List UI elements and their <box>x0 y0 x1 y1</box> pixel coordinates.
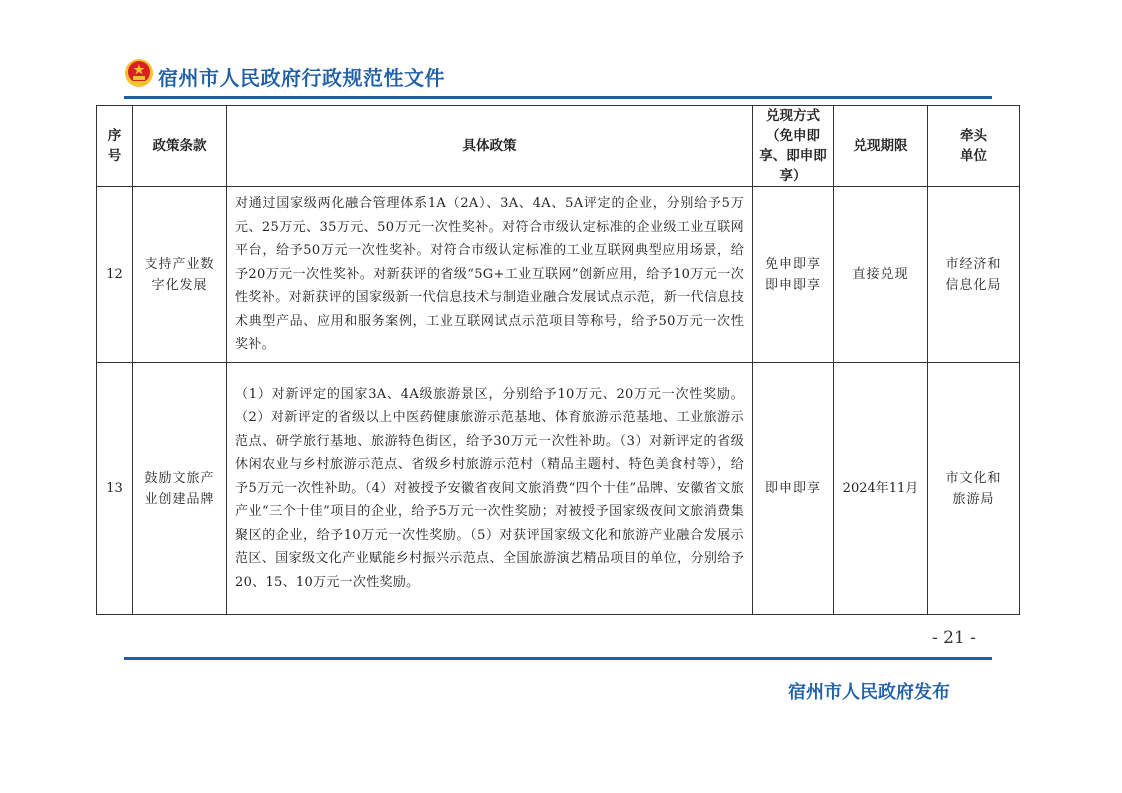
policy-table <box>96 105 1020 615</box>
header-divider <box>124 96 992 99</box>
document-header <box>124 58 992 98</box>
footer-divider <box>124 657 992 660</box>
row-method: 即申即享 <box>753 363 834 615</box>
row-policy: （1）对新评定的国家3A、4A级旅游景区，分别给予10万元、20万元一次性奖励。（2）对新评定的省级以上中医药健康旅游示范基地、体育旅游示范基地、工业旅游示范点、研学旅行基地、旅游特色街区，给予30万元一次性补助。（3）对新评定的省级休闲农业与乡村旅游示范点、省级乡村旅游示范村（精品主题村、特色美食村等），给予5万元一次性补助。（4）对被授予安徽省夜间文旅消费“四个十佳”品牌、安徽省文旅产业“三个十佳”项目的企业，给予5万元一次性奖励；对被授予国家级夜间文旅消费集聚区的企业，给予10万元一次性奖励。（5）对获评国家级文化和旅游产业融合发展示范区、国家级文化产业赋能乡村振兴示范点、全国旅游演艺精品项目的单位，分别给予20、15、10万元一次性奖励。 <box>227 363 753 615</box>
row-policy: 对通过国家级两化融合管理体系1A（2A）、3A、4A、5A评定的企业，分别给予5万元、25万元、35万元、50万元一次性奖补。对符合市级认定标准的企业级工业互联网平台，给予50万元一次性奖补。对符合市级认定标准的工业互联网典型应用场景，给予20万元一次性奖补。对新获评的省级“5G+工业互联网”创新应用，给予10万元一次性奖补。对新获评的国家级新一代信息技术与制造业融合发展试点示范，新一代信息技术典型产品、应用和服务案例，工业互联网试点示范项目等称号，给予50万元一次性奖补。 <box>227 187 753 363</box>
row-clause: 支持产业数字化发展 <box>133 187 227 363</box>
column-header-policy: 具体政策 <box>227 106 753 187</box>
row-unit: 市文化和旅游局 <box>928 363 1020 615</box>
row-period: 直接兑现 <box>834 187 928 363</box>
row-clause: 鼓励文旅产业创建品牌 <box>133 363 227 615</box>
row-seq: 13 <box>97 363 133 615</box>
row-method: 免申即享即申即享 <box>753 187 834 363</box>
publisher-label: 宿州市人民政府发布 <box>788 682 950 703</box>
column-header-period: 兑现期限 <box>834 106 928 187</box>
row-seq: 12 <box>97 187 133 363</box>
column-header-clause: 政策条款 <box>133 106 227 187</box>
table-header-row <box>97 106 1020 187</box>
row-unit: 市经济和信息化局 <box>928 187 1020 363</box>
row-period: 2024年11月 <box>834 363 928 615</box>
header-title: 宿州市人民政府行政规范性文件 <box>158 66 445 90</box>
column-header-unit: 牵头单位 <box>928 106 1020 187</box>
page-number: - 21 - <box>932 628 976 648</box>
table-row <box>97 187 1020 363</box>
table-row <box>97 363 1020 615</box>
column-header-method: 兑现方式（免申即享、即申即享） <box>753 106 834 187</box>
column-header-seq: 序号 <box>97 106 133 187</box>
national-emblem-icon <box>124 58 154 88</box>
